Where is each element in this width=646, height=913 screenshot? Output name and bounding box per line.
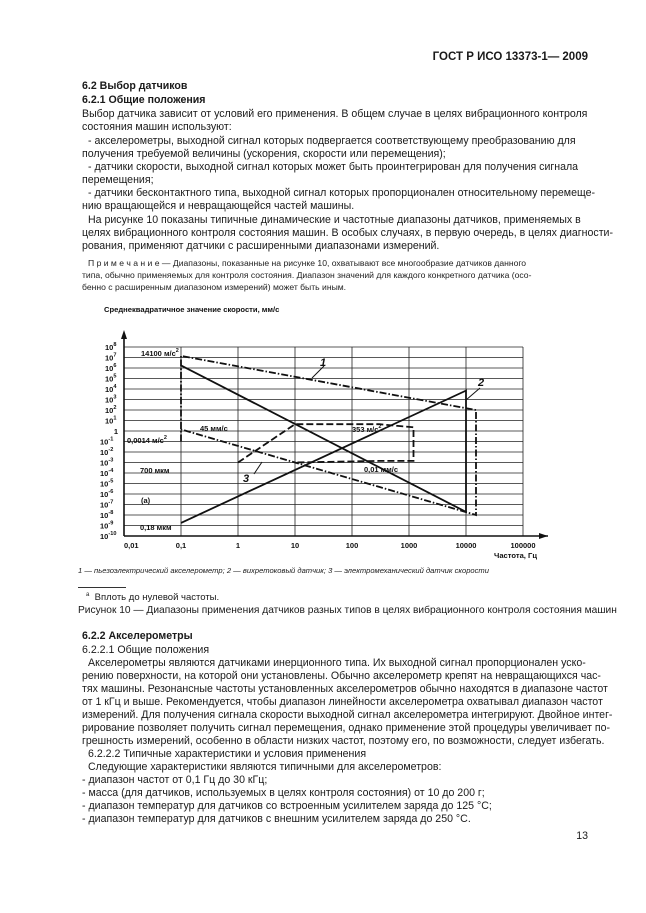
- paragraph-line: измерений. Для получения сигнала скорости выходной сигнал акселерометра интегрируют. Двойное интег-: [82, 709, 613, 721]
- bullet-line: - датчики скорости, выходной сигнал которых может быть проинтегрирован для получения сигнала: [88, 161, 579, 173]
- series-2-leader: [466, 388, 480, 400]
- bullet-line: - диапазон частот от 0,1 Гц до 30 кГц;: [82, 774, 268, 786]
- chart-annotation: 353 $м/с^2$: [352, 424, 382, 434]
- paragraph-line: рирование позволяет получить сигнал перемещения, однако применение этой процедуры увеличивает по-: [82, 722, 611, 734]
- chart-annotation: 14100 $м/с^2$: [141, 348, 179, 358]
- paragraph-line: целях вибрационного контроля состояния машин. В особых случаях, в первую очередь, в целях диагности-: [82, 227, 614, 239]
- y-tick-label: $10^1$: [105, 415, 117, 426]
- paragraph-line: рению поверхности, на которой они установлены. Обычно акселерометр крепят на невращающихся час-: [82, 670, 601, 682]
- paragraph-line: Выбор датчика зависит от условий его применения. В общем случае в целях вибрационного контроля: [82, 108, 588, 120]
- y-tick-label: $10^8$: [105, 342, 117, 352]
- x-tick-label: 10000: [455, 541, 477, 550]
- chart-annotation: 0,18 мкм: [140, 523, 172, 532]
- paragraph-line: рования, применяют датчики с расширенными диапазонами измерений.: [82, 240, 440, 252]
- chart-annotation: 0,0014 $м/с^2$: [127, 435, 167, 445]
- x-axis-label: Частота, Гц: [494, 551, 537, 560]
- y-tick-label: $10^{-2}$: [100, 447, 114, 457]
- paragraph-line: от 1 кГц и выше. Рекомендуется, чтобы диапазон линейности акселерометра охватывал диапазон частот: [82, 696, 603, 708]
- y-tick-label: $10^{-6}$: [100, 489, 114, 499]
- y-axis-arrow: [121, 330, 127, 339]
- x-tick-label: 100: [345, 541, 359, 550]
- chart-annotation: 45 мм/с: [200, 424, 228, 433]
- chart-title: Среднеквадратичное значение скорости, мм/с: [104, 305, 280, 314]
- x-tick-label: 1: [235, 541, 241, 550]
- paragraph-line: Следующие характеристики являются типичными для акселерометров:: [88, 761, 442, 773]
- paragraph-line: тях машины. Резонансные частоты установленных акселерометров обычно находятся в диапазоне частот: [82, 683, 608, 695]
- chart-annotation: (a): [141, 496, 151, 505]
- footnote-rule: [78, 587, 126, 588]
- y-tick-label: $10^{-7}$: [100, 499, 114, 510]
- section-heading-6-2-2-2: 6.2.2.2 Типичные характеристики и условия применения: [88, 748, 367, 760]
- y-tick-label: $10^{-5}$: [100, 478, 114, 489]
- y-tick-label: $10^3$: [105, 394, 117, 405]
- bullet-line: нию вращающейся и невращающейся частей машины.: [82, 200, 355, 212]
- y-tick-label: 1: [113, 427, 118, 436]
- bullet-line: - диапазон температур для датчиков со встроенным усилителем заряда до 125 °С;: [82, 800, 492, 812]
- y-tick-label: $10^{-8}$: [100, 510, 114, 520]
- y-tick-label: $10^{-9}$: [100, 520, 114, 531]
- section-heading-6-2-2-1: 6.2.2.1 Общие положения: [82, 644, 210, 656]
- figure-caption: Рисунок 10 — Диапазоны применения датчиков разных типов в целях вибрационного контроля состояния машин: [78, 605, 617, 616]
- series-1-label: 1: [320, 357, 327, 369]
- note-line: бенно с расширенным диапазоном измерений) может быть иным.: [82, 282, 347, 292]
- section-heading-6-2-2: 6.2.2 Акселерометры: [82, 630, 193, 642]
- series-3-label: 3: [243, 473, 250, 485]
- x-axis-arrow: [539, 533, 548, 539]
- x-tick-label: 1000: [400, 541, 418, 550]
- page-number: 13: [576, 830, 588, 842]
- x-tick-label: 10: [290, 541, 300, 550]
- footnote-text: Вплоть до нулевой частоты.: [94, 592, 220, 604]
- series-3-leader: [254, 462, 262, 474]
- section-heading-6-2: 6.2 Выбор датчиков: [82, 80, 188, 92]
- y-tick-label: $10^4$: [105, 384, 117, 394]
- footnote-mark: a: [86, 592, 90, 598]
- paragraph-line: состояния машин используют:: [82, 121, 232, 133]
- chart-legend: 1 — пьезоэлектрический акселерометр; 2 — вихретоковый датчик; 3 — электромеханический датчик скорости: [78, 566, 489, 575]
- footnote: [86, 589, 219, 604]
- y-tick-label: $10^{-3}$: [100, 457, 114, 468]
- series-3-outline: [238, 424, 414, 462]
- bullet-line: - акселерометры, выходной сигнал которых подвергается соответствующему преобразованию для: [88, 135, 576, 147]
- y-tick-label: $10^7$: [105, 352, 117, 363]
- x-tick-label: 100000: [510, 541, 536, 550]
- bullet-line: - диапазон температур для датчиков с внешним усилителем заряда до 250 °С.: [82, 813, 471, 825]
- note-line: П р и м е ч а н и е — Диапазоны, показанные на рисунке 10, охватывают все многообразие датчиков данного: [88, 258, 527, 268]
- bullet-line: получения требуемой величины (ускорения, скорости или перемещения);: [82, 148, 446, 160]
- note-line: типа, обычно применяемых для контроля состояния. Диапазон значений для каждого конкретного датчика (осо-: [82, 270, 532, 280]
- chart-annotation: 700 мкм: [140, 466, 170, 475]
- x-tick-label: 0,01: [124, 541, 139, 550]
- series-2-label: 2: [478, 377, 485, 389]
- y-tick-label: $10^5$: [105, 373, 117, 384]
- x-tick-label: 0,1: [175, 541, 187, 550]
- y-tick-label: $10^6$: [105, 363, 117, 373]
- y-tick-label: $10^2$: [105, 405, 117, 415]
- y-tick-label: $10^{-4}$: [100, 468, 114, 478]
- y-tick-label: $10^{-10}$: [100, 531, 117, 541]
- paragraph-line: На рисунке 10 показаны типичные динамические и частотные диапазоны датчиков, применяемых в: [88, 214, 581, 226]
- bullet-line: - масса (для датчиков, используемых в целях контроля состояния) от 10 до 200 г;: [82, 787, 485, 799]
- paragraph-line: грешность измерений, особенно в области низких частот, поэтому его, по возможности, следует избегать.: [82, 735, 605, 747]
- bullet-line: перемещения;: [82, 174, 154, 186]
- chart-annotation: 0,01 мм/с: [364, 465, 399, 474]
- section-heading-6-2-1: 6.2.1 Общие положения: [82, 94, 206, 106]
- running-header: ГОСТ Р ИСО 13373-1— 2009: [432, 51, 588, 63]
- bullet-line: - датчики бесконтактного типа, выходной сигнал которых пропорционален относительному перемеще-: [88, 187, 595, 199]
- paragraph-line: Акселерометры являются датчиками инерционного типа. Их выходной сигнал пропорционален уско-: [88, 657, 586, 669]
- series-1-outline: [181, 356, 476, 515]
- y-tick-label: $10^{-1}$: [100, 436, 114, 447]
